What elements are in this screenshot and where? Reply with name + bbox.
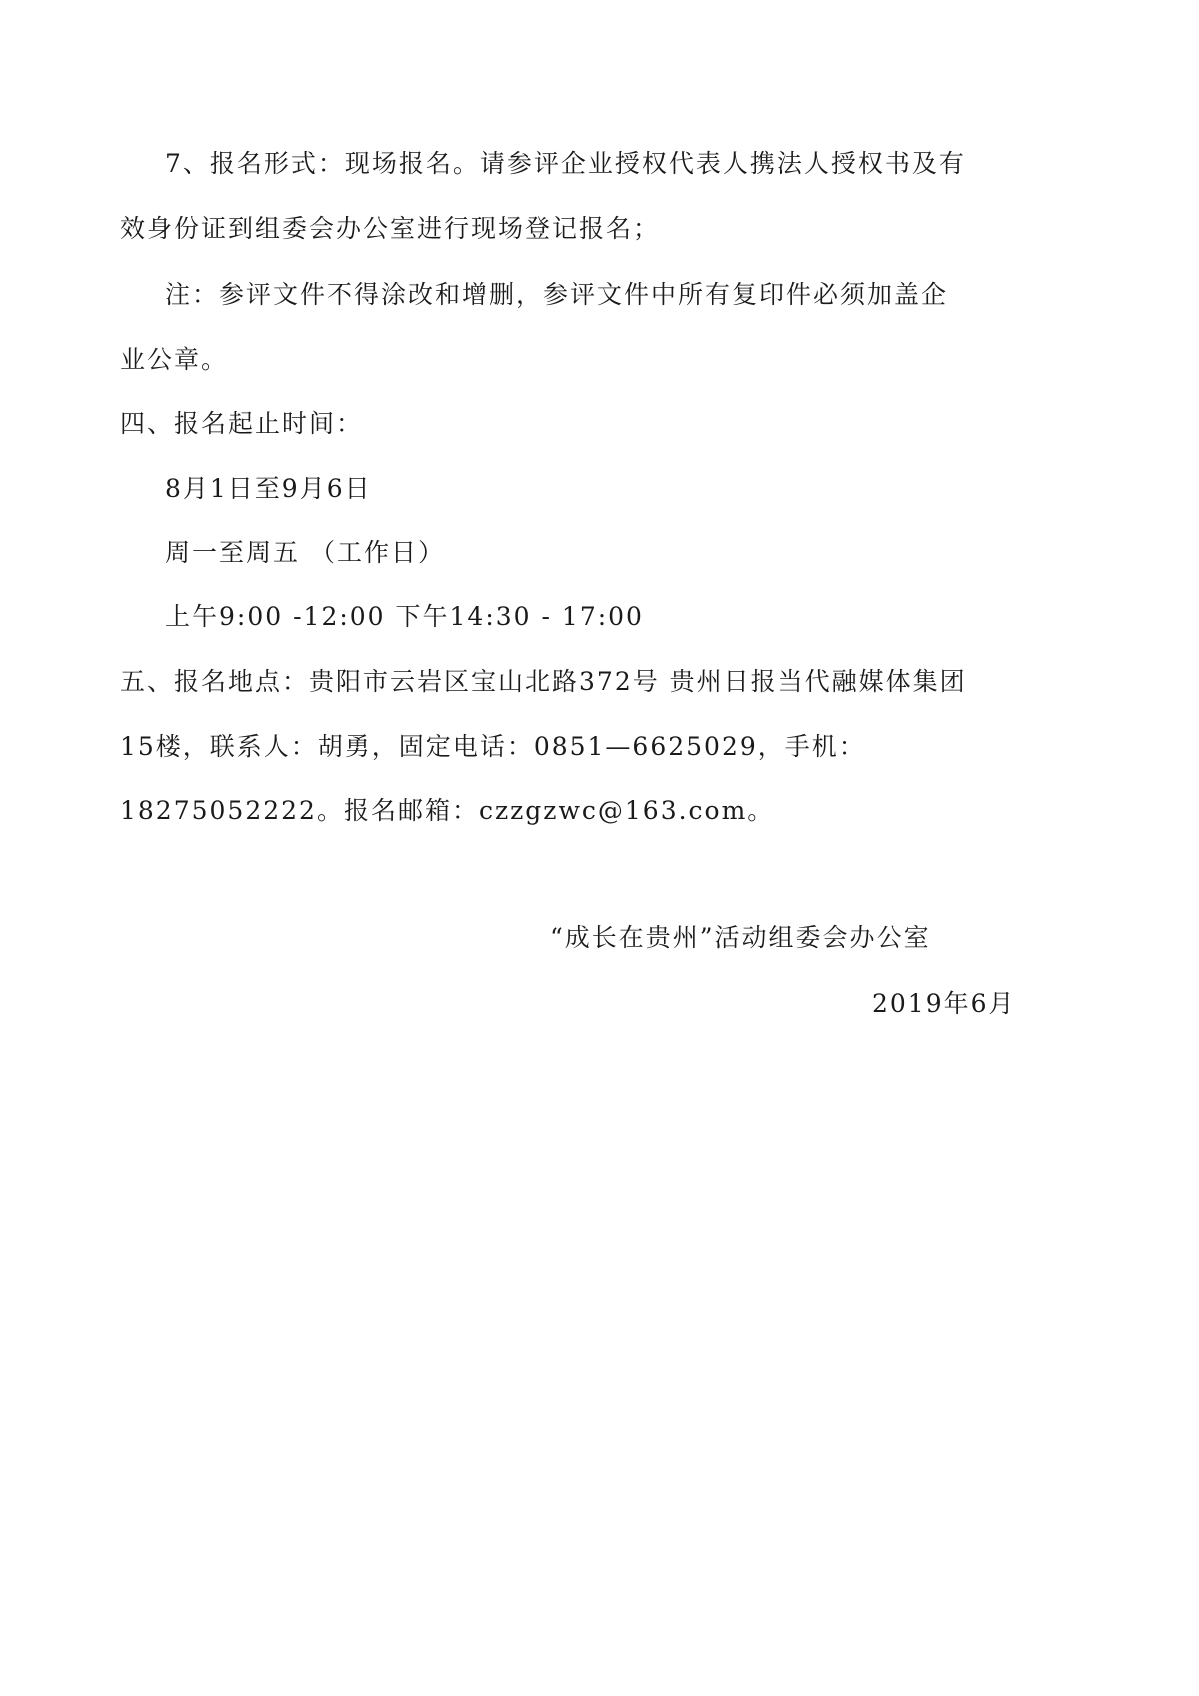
paragraph-line: 7、报名形式：现场报名。请参评企业授权代表人携法人授权书及有 — [165, 149, 966, 178]
paragraph-line: 周一至周五 （工作日） — [165, 538, 445, 567]
paragraph-line: 8月1日至9月6日 — [165, 474, 372, 503]
section-heading: 四、报名起止时间： — [120, 409, 364, 438]
paragraph-line: 上午9:00 -12:00 下午14:30 - 17:00 — [165, 602, 644, 631]
paragraph-line: 18275052222。报名邮箱：czzgzwc@163.com。 — [120, 796, 775, 825]
paragraph-line: 效身份证到组委会办公室进行现场登记报名； — [120, 214, 661, 243]
signature: “成长在贵州”活动组委会办公室 — [550, 923, 931, 952]
section-heading: 五、报名地点：贵阳市云岩区宝山北路372号 贵州日报当代融媒体集团 — [120, 667, 967, 696]
paragraph-line: 15楼，联系人：胡勇，固定电话：0851—6625029，手机： — [120, 732, 866, 761]
document-date: 2019年6月 — [872, 989, 1016, 1018]
paragraph-line: 业公章。 — [120, 345, 229, 374]
paragraph-line: 注：参评文件不得涂改和增删，参评文件中所有复印件必须加盖企 — [165, 280, 949, 309]
